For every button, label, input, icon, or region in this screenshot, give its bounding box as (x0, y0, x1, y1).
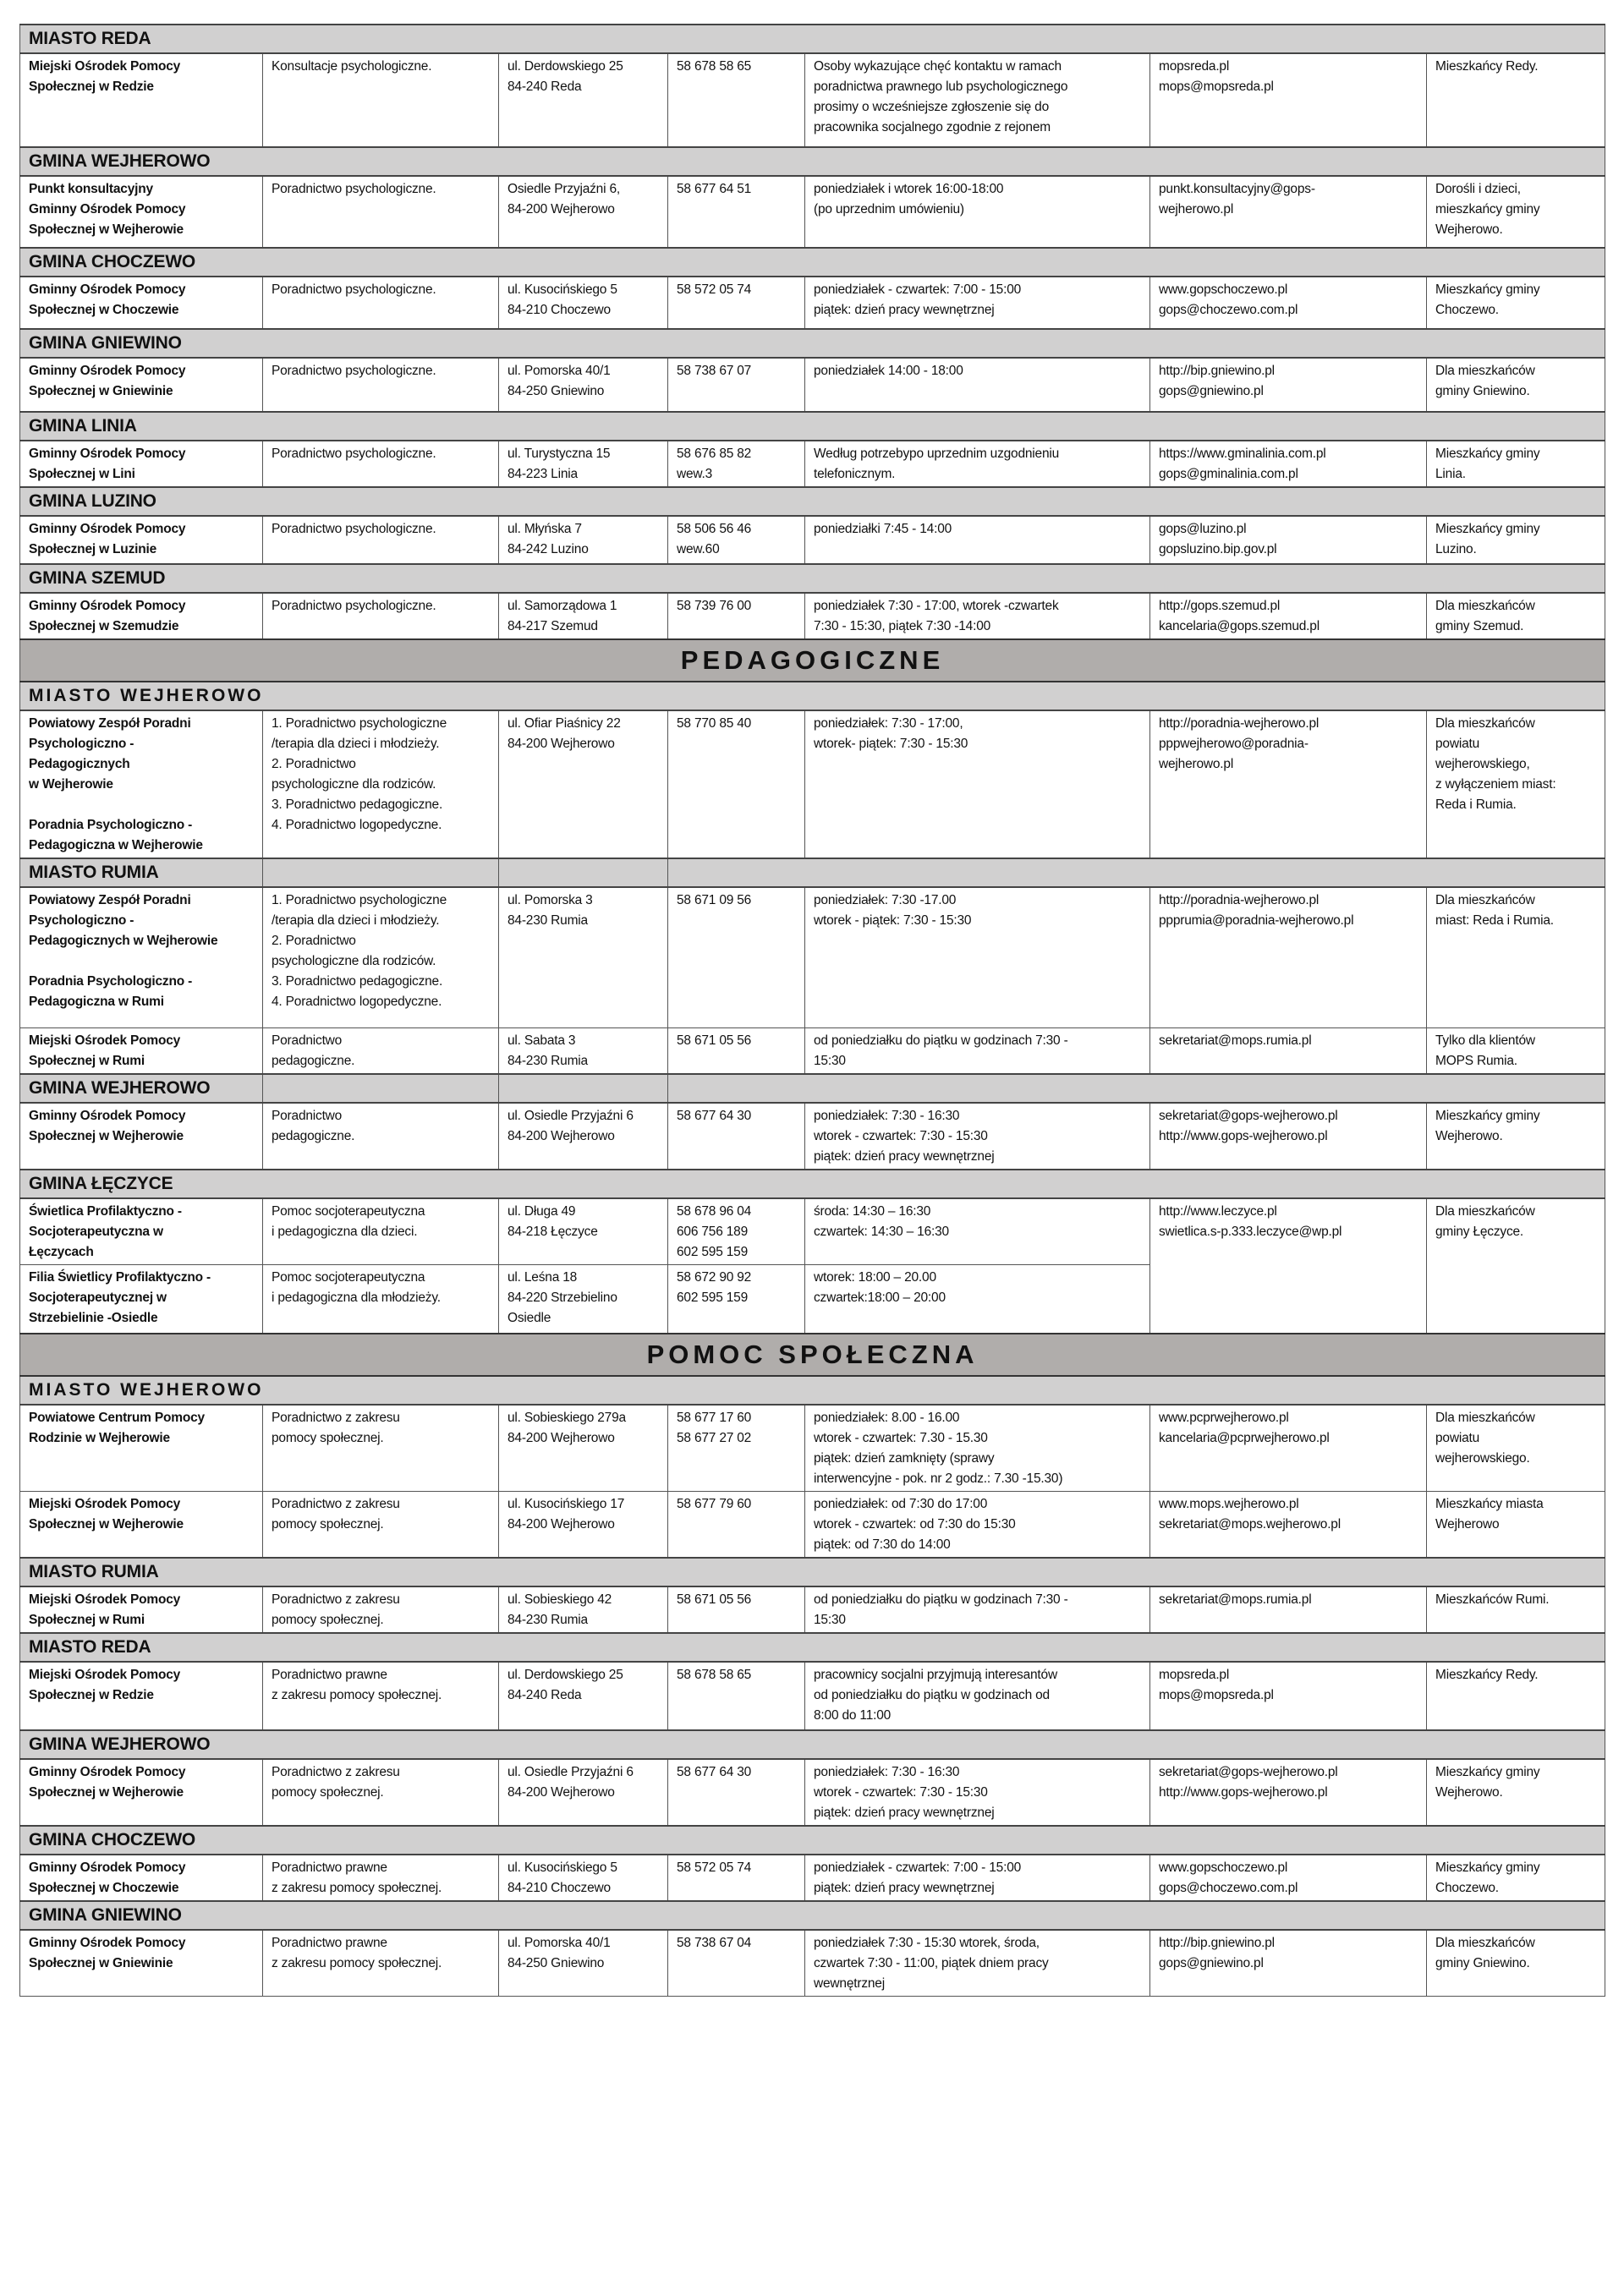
address: ul. Derdowskiego 25 84-240 Reda (499, 1662, 668, 1730)
website-email[interactable]: mopsreda.pl mops@mopsreda.pl (1150, 53, 1427, 147)
target-recipients: Tylko dla klientów MOPS Rumia. (1427, 1027, 1605, 1074)
target-recipients: Dla mieszkańców gminy Szemud. (1427, 593, 1605, 639)
institution-name: Gminny Ośrodek Pomocy Społecznej w Szemudzie (20, 593, 263, 639)
website-email[interactable]: http://poradnia-wejherowo.pl pppwejherowo@poradnia- wejherowo.pl (1150, 710, 1427, 858)
website-email[interactable]: http://bip.gniewino.pl gops@gniewino.pl (1150, 1930, 1427, 1997)
table-row (20, 1662, 1605, 1730)
area-header-blank (263, 858, 499, 887)
website-email[interactable]: mopsreda.pl mops@mopsreda.pl (1150, 1662, 1427, 1730)
opening-hours: poniedziałek - czwartek: 7:00 - 15:00 piątek: dzień pracy wewnętrznej (805, 277, 1150, 329)
institution-name: Powiatowy Zespół Poradni Psychologiczno - Pedagogicznych w Wejherowie Poradnia Psychologiczno - Pedagogiczna w Wejherowie (20, 710, 263, 858)
target-recipients: Dla mieszkańców gminy Gniewino. (1427, 358, 1605, 412)
address: ul. Osiedle Przyjaźni 6 84-200 Wejherowo (499, 1759, 668, 1826)
phone: 58 739 76 00 (668, 593, 805, 639)
area-header-row (20, 147, 1605, 176)
opening-hours: pracownicy socjalni przyjmują interesantów od poniedziałku do piątku w godzinach od 8:00 do 11:00 (805, 1662, 1150, 1730)
address: ul. Osiedle Przyjaźni 6 84-200 Wejherowo (499, 1103, 668, 1170)
website-email[interactable]: http://poradnia-wejherowo.pl ppprumia@poradnia-wejherowo.pl (1150, 887, 1427, 1027)
target-recipients: Dla mieszkańców miast: Reda i Rumia. (1427, 887, 1605, 1027)
service-type: Poradnictwo psychologiczne. (263, 441, 499, 487)
area-header: MIASTO REDA (20, 25, 1605, 53)
website-email[interactable]: sekretariat@mops.rumia.pl (1150, 1027, 1427, 1074)
opening-hours: poniedziałki 7:45 - 14:00 (805, 516, 1150, 564)
section-title: PEDAGOGICZNE (20, 639, 1605, 682)
institution-name: Gminny Ośrodek Pomocy Społecznej w Choczewie (20, 277, 263, 329)
institution-name: Świetlica Profilaktyczno - Socjoterapeutyczna w Łęczycach (20, 1198, 263, 1265)
website-email[interactable]: sekretariat@mops.rumia.pl (1150, 1586, 1427, 1633)
table-row (20, 53, 1605, 147)
address: ul. Derdowskiego 25 84-240 Reda (499, 53, 668, 147)
table-row (20, 277, 1605, 329)
phone: 58 572 05 74 (668, 1855, 805, 1901)
phone: 58 671 05 56 (668, 1586, 805, 1633)
address: ul. Sobieskiego 42 84-230 Rumia (499, 1586, 668, 1633)
phone: 58 671 05 56 (668, 1027, 805, 1074)
institution-name: Miejski Ośrodek Pomocy Społecznej w Redzie (20, 53, 263, 147)
service-type: Poradnictwo prawne z zakresu pomocy społecznej. (263, 1662, 499, 1730)
service-type: Poradnictwo pedagogiczne. (263, 1103, 499, 1170)
website-email[interactable]: sekretariat@gops-wejherowo.pl http://www.gops-wejherowo.pl (1150, 1103, 1427, 1170)
service-type: Pomoc socjoterapeutyczna i pedagogiczna dla młodzieży. (263, 1264, 499, 1334)
institution-name: Miejski Ośrodek Pomocy Społecznej w Rumi (20, 1586, 263, 1633)
institution-name: Gminny Ośrodek Pomocy Społecznej w Gniewinie (20, 358, 263, 412)
area-header: GMINA SZEMUD (20, 564, 1605, 593)
opening-hours: poniedziałek: 7:30 - 16:30 wtorek - czwartek: 7:30 - 15:30 piątek: dzień pracy wewnętrznej (805, 1103, 1150, 1170)
area-header-row (20, 487, 1605, 516)
address: ul. Długa 49 84-218 Łęczyce (499, 1198, 668, 1265)
target-recipients: Mieszkańcy gminy Wejherowo. (1427, 1759, 1605, 1826)
area-header-blank (668, 858, 1605, 887)
table-row (20, 887, 1605, 1027)
target-recipients: Dla mieszkańców gminy Gniewino. (1427, 1930, 1605, 1997)
service-type: 1. Poradnictwo psychologiczne /terapia dla dzieci i młodzieży. 2. Poradnictwo psychologiczne dla rodziców. 3. Poradnictwo pedagogiczne. 4. Poradnictwo logopedyczne. (263, 710, 499, 858)
service-type: Poradnictwo psychologiczne. (263, 176, 499, 248)
area-header: GMINA LUZINO (20, 487, 1605, 516)
area-header-row (20, 1170, 1605, 1198)
institution-name: Gminny Ośrodek Pomocy Społecznej w Lini (20, 441, 263, 487)
area-header-row (20, 1558, 1605, 1586)
target-recipients: Mieszkańcy gminy Linia. (1427, 441, 1605, 487)
address: ul. Pomorska 40/1 84-250 Gniewino (499, 1930, 668, 1997)
phone: 58 677 64 30 (668, 1103, 805, 1170)
service-type: Poradnictwo z zakresu pomocy społecznej. (263, 1759, 499, 1826)
opening-hours: poniedziałek - czwartek: 7:00 - 15:00 piątek: dzień pracy wewnętrznej (805, 1855, 1150, 1901)
table-row (20, 1855, 1605, 1901)
area-header: MIASTO RUMIA (20, 858, 263, 887)
address: ul. Turystyczna 15 84-223 Linia (499, 441, 668, 487)
phone: 58 678 96 04 606 756 189 602 595 159 (668, 1198, 805, 1265)
area-header-row (20, 25, 1605, 53)
opening-hours: Według potrzebypo uprzednim uzgodnieniu telefonicznym. (805, 441, 1150, 487)
target-recipients: Mieszkańców Rumi. (1427, 1586, 1605, 1633)
target-recipients: Mieszkańcy Redy. (1427, 1662, 1605, 1730)
area-header-row (20, 248, 1605, 277)
area-header-blank (668, 1074, 1605, 1103)
opening-hours: poniedziałek 14:00 - 18:00 (805, 358, 1150, 412)
phone: 58 677 17 60 58 677 27 02 (668, 1405, 805, 1492)
service-type: Poradnictwo psychologiczne. (263, 277, 499, 329)
phone: 58 572 05 74 (668, 277, 805, 329)
table-row (20, 1198, 1605, 1265)
section-band (20, 1334, 1605, 1376)
area-header: GMINA GNIEWINO (20, 329, 1605, 358)
area-header: MIASTO REDA (20, 1633, 1605, 1662)
website-email[interactable]: http://bip.gniewino.pl gops@gniewino.pl (1150, 358, 1427, 412)
address: ul. Sabata 3 84-230 Rumia (499, 1027, 668, 1074)
website-email[interactable]: www.mops.wejherowo.pl sekretariat@mops.wejherowo.pl (1150, 1492, 1427, 1559)
table-row (20, 358, 1605, 412)
area-header: MIASTO WEJHEROWO (20, 682, 1605, 710)
phone: 58 678 58 65 (668, 1662, 805, 1730)
table-row (20, 441, 1605, 487)
institution-name: Punkt konsultacyjny Gminny Ośrodek Pomocy Społecznej w Wejherowie (20, 176, 263, 248)
opening-hours: Osoby wykazujące chęć kontaktu w ramach poradnictwa prawnego lub psychologicznego prosimy o wcześniejsze zgłoszenie się do pracownika socjalnego zgodnie z rejonem (805, 53, 1150, 147)
target-recipients: Dla mieszkańców powiatu wejherowskiego. (1427, 1405, 1605, 1492)
services-directory-document (19, 24, 1605, 1997)
service-type: Poradnictwo z zakresu pomocy społecznej. (263, 1492, 499, 1559)
table-row (20, 516, 1605, 564)
institution-name: Gminny Ośrodek Pomocy Społecznej w Gniewinie (20, 1930, 263, 1997)
phone: 58 677 64 51 (668, 176, 805, 248)
area-header: GMINA WEJHEROWO (20, 1074, 263, 1103)
table-row (20, 1759, 1605, 1826)
target-recipients: Mieszkańcy miasta Wejherowo (1427, 1492, 1605, 1559)
opening-hours: środa: 14:30 – 16:30 czwartek: 14:30 – 16:30 (805, 1198, 1150, 1265)
institution-name: Powiatowy Zespół Poradni Psychologiczno - Pedagogicznych w Wejherowie Poradnia Psychologiczno - Pedagogiczna w Rumi (20, 887, 263, 1027)
target-recipients: Mieszkańcy gminy Wejherowo. (1427, 1103, 1605, 1170)
institution-name: Miejski Ośrodek Pomocy Społecznej w Redzie (20, 1662, 263, 1730)
area-header-row (20, 682, 1605, 710)
address: ul. Pomorska 40/1 84-250 Gniewino (499, 358, 668, 412)
phone: 58 677 64 30 (668, 1759, 805, 1826)
institution-name: Gminny Ośrodek Pomocy Społecznej w Wejherowie (20, 1759, 263, 1826)
area-header: GMINA ŁĘCZYCE (20, 1170, 1605, 1198)
website-email[interactable]: sekretariat@gops-wejherowo.pl http://www.gops-wejherowo.pl (1150, 1759, 1427, 1826)
institution-name: Miejski Ośrodek Pomocy Społecznej w Rumi (20, 1027, 263, 1074)
service-type: Poradnictwo pedagogiczne. (263, 1027, 499, 1074)
service-type: Poradnictwo psychologiczne. (263, 593, 499, 639)
area-header-row (20, 1074, 1605, 1103)
address: Osiedle Przyjaźni 6, 84-200 Wejherowo (499, 176, 668, 248)
phone: 58 506 56 46 wew.60 (668, 516, 805, 564)
institution-name: Powiatowe Centrum Pomocy Rodzinie w Wejherowie (20, 1405, 263, 1492)
area-header-blank (263, 1074, 499, 1103)
opening-hours: poniedziałek i wtorek 16:00-18:00 (po uprzednim umówieniu) (805, 176, 1150, 248)
area-header: GMINA CHOCZEWO (20, 1826, 1605, 1855)
target-recipients: Mieszkańcy gminy Luzino. (1427, 516, 1605, 564)
area-header-row (20, 412, 1605, 441)
address: ul. Kusocińskiego 5 84-210 Choczewo (499, 277, 668, 329)
website-email[interactable]: www.gopschoczewo.pl gops@choczewo.com.pl (1150, 1855, 1427, 1901)
service-type: Poradnictwo psychologiczne. (263, 516, 499, 564)
area-header-row (20, 564, 1605, 593)
service-type: Konsultacje psychologiczne. (263, 53, 499, 147)
service-type: Poradnictwo z zakresu pomocy społecznej. (263, 1586, 499, 1633)
phone: 58 672 90 92 602 595 159 (668, 1264, 805, 1334)
area-header-row (20, 1376, 1605, 1405)
area-header-row (20, 1633, 1605, 1662)
target-recipients: Mieszkańcy gminy Choczewo. (1427, 277, 1605, 329)
service-type: Poradnictwo z zakresu pomocy społecznej. (263, 1405, 499, 1492)
area-header-row (20, 858, 1605, 887)
website-email[interactable]: https://www.gminalinia.com.pl gops@gminalinia.com.pl (1150, 441, 1427, 487)
table-row (20, 1930, 1605, 1997)
area-header-row (20, 1730, 1605, 1759)
institution-name: Gminny Ośrodek Pomocy Społecznej w Luzinie (20, 516, 263, 564)
website-email[interactable]: punkt.konsultacyjny@gops- wejherowo.pl (1150, 176, 1427, 248)
phone: 58 738 67 07 (668, 358, 805, 412)
opening-hours: poniedziałek: od 7:30 do 17:00 wtorek - czwartek: od 7:30 do 15:30 piątek: od 7:30 do 14:00 (805, 1492, 1150, 1559)
target-recipients: Mieszkańcy gminy Choczewo. (1427, 1855, 1605, 1901)
address: ul. Leśna 18 84-220 Strzebielino Osiedle (499, 1264, 668, 1334)
website-email[interactable]: gops@luzino.pl gopsluzino.bip.gov.pl (1150, 516, 1427, 564)
section-title: POMOC SPOŁECZNA (20, 1334, 1605, 1376)
opening-hours: poniedziałek 7:30 - 17:00, wtorek -czwartek 7:30 - 15:30, piątek 7:30 -14:00 (805, 593, 1150, 639)
area-header-row (20, 329, 1605, 358)
opening-hours: poniedziałek 7:30 - 15:30 wtorek, środa, czwartek 7:30 - 11:00, piątek dniem pracy wewnętrznej (805, 1930, 1150, 1997)
table-row (20, 1405, 1605, 1492)
phone: 58 738 67 04 (668, 1930, 805, 1997)
website-email[interactable]: http://www.leczyce.pl swietlica.s-p.333.leczyce@wp.pl (1150, 1198, 1427, 1334)
service-type: 1. Poradnictwo psychologiczne /terapia dla dzieci i młodzieży. 2. Poradnictwo psychologiczne dla rodziców. 3. Poradnictwo pedagogiczne. 4. Poradnictwo logopedyczne. (263, 887, 499, 1027)
address: ul. Ofiar Piaśnicy 22 84-200 Wejherowo (499, 710, 668, 858)
opening-hours: poniedziałek: 7:30 - 16:30 wtorek - czwartek: 7:30 - 15:30 piątek: dzień pracy wewnętrznej (805, 1759, 1150, 1826)
area-header: GMINA CHOCZEWO (20, 248, 1605, 277)
service-type: Poradnictwo psychologiczne. (263, 358, 499, 412)
area-header: GMINA GNIEWINO (20, 1901, 1605, 1930)
institution-name: Filia Świetlicy Profilaktyczno - Socjoterapeutycznej w Strzebielinie -Osiedle (20, 1264, 263, 1334)
opening-hours: poniedziałek: 7:30 - 17:00, wtorek- piątek: 7:30 - 15:30 (805, 710, 1150, 858)
address: ul. Pomorska 3 84-230 Rumia (499, 887, 668, 1027)
table-row (20, 1586, 1605, 1633)
area-header-row (20, 1901, 1605, 1930)
address: ul. Kusocińskiego 17 84-200 Wejherowo (499, 1492, 668, 1559)
phone: 58 678 58 65 (668, 53, 805, 147)
services-table (19, 24, 1605, 1997)
target-recipients: Mieszkańcy Redy. (1427, 53, 1605, 147)
target-recipients: Dorośli i dzieci, mieszkańcy gminy Wejherowo. (1427, 176, 1605, 248)
phone: 58 671 09 56 (668, 887, 805, 1027)
address: ul. Kusocińskiego 5 84-210 Choczewo (499, 1855, 668, 1901)
area-header-blank (499, 858, 668, 887)
table-row (20, 176, 1605, 248)
service-type: Pomoc socjoterapeutyczna i pedagogiczna dla dzieci. (263, 1198, 499, 1265)
institution-name: Gminny Ośrodek Pomocy Społecznej w Choczewie (20, 1855, 263, 1901)
opening-hours: od poniedziałku do piątku w godzinach 7:30 - 15:30 (805, 1586, 1150, 1633)
service-type: Poradnictwo prawne z zakresu pomocy społecznej. (263, 1930, 499, 1997)
phone: 58 770 85 40 (668, 710, 805, 858)
institution-name: Miejski Ośrodek Pomocy Społecznej w Wejherowie (20, 1492, 263, 1559)
address: ul. Młyńska 7 84-242 Luzino (499, 516, 668, 564)
website-email[interactable]: www.pcprwejherowo.pl kancelaria@pcprwejherowo.pl (1150, 1405, 1427, 1492)
address: ul. Sobieskiego 279a 84-200 Wejherowo (499, 1405, 668, 1492)
address: ul. Samorządowa 1 84-217 Szemud (499, 593, 668, 639)
website-email[interactable]: www.gopschoczewo.pl gops@choczewo.com.pl (1150, 277, 1427, 329)
area-header: GMINA LINIA (20, 412, 1605, 441)
target-recipients: Dla mieszkańców gminy Łęczyce. (1427, 1198, 1605, 1334)
area-header: MIASTO WEJHEROWO (20, 1376, 1605, 1405)
opening-hours: od poniedziałku do piątku w godzinach 7:30 - 15:30 (805, 1027, 1150, 1074)
opening-hours: poniedziałek: 8.00 - 16.00 wtorek - czwartek: 7.30 - 15.30 piątek: dzień zamknięty (sprawy interwencyjne - pok. nr 2 godz.: 7.30 -15.30) (805, 1405, 1150, 1492)
area-header-blank (499, 1074, 668, 1103)
table-row (20, 593, 1605, 639)
service-type: Poradnictwo prawne z zakresu pomocy społecznej. (263, 1855, 499, 1901)
table-row (20, 1492, 1605, 1559)
phone: 58 677 79 60 (668, 1492, 805, 1559)
target-recipients: Dla mieszkańców powiatu wejherowskiego, z wyłączeniem miast: Reda i Rumia. (1427, 710, 1605, 858)
area-header: GMINA WEJHEROWO (20, 147, 1605, 176)
opening-hours: poniedziałek: 7:30 -17.00 wtorek - piątek: 7:30 - 15:30 (805, 887, 1150, 1027)
table-row (20, 710, 1605, 858)
area-header: GMINA WEJHEROWO (20, 1730, 1605, 1759)
phone: 58 676 85 82 wew.3 (668, 441, 805, 487)
opening-hours: wtorek: 18:00 – 20.00 czwartek:18:00 – 20:00 (805, 1264, 1150, 1334)
table-row (20, 1027, 1605, 1074)
institution-name: Gminny Ośrodek Pomocy Społecznej w Wejherowie (20, 1103, 263, 1170)
area-header-row (20, 1826, 1605, 1855)
section-band (20, 639, 1605, 682)
website-email[interactable]: http://gops.szemud.pl kancelaria@gops.szemud.pl (1150, 593, 1427, 639)
table-row (20, 1103, 1605, 1170)
area-header: MIASTO RUMIA (20, 1558, 1605, 1586)
